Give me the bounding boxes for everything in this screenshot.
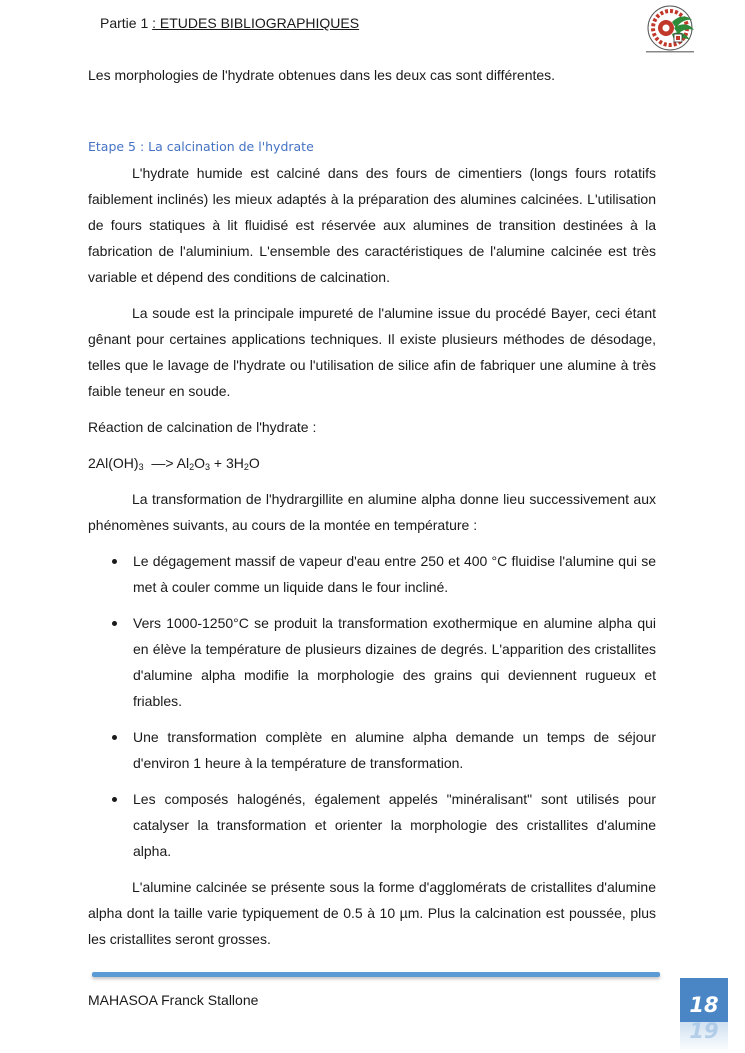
- formula-arrow-product: —> Al: [151, 455, 190, 471]
- footer-author: MAHASOA Franck Stallone: [88, 992, 259, 1008]
- formula-sub: 2: [243, 462, 249, 472]
- bullet-icon: [112, 559, 117, 564]
- part-title: : ETUDES BIBLIOGRAPHIQUES: [152, 15, 360, 31]
- bullet-icon: [112, 735, 117, 740]
- formula-sub: 3: [205, 462, 211, 472]
- list-item: [88, 610, 656, 714]
- paragraph-calcination: L'hydrate humide est calciné dans des fours de cimentiers (longs fours rotatifs faiblement inclinés) les mieux adaptés à la préparation des alumines calcinées. L'utilisation de fours statiques à lit fluidisé est réservée aux alumines de transition destinées à la fabrication de l'aluminium. L'ensemble des caractéristiques de l'alumine calcinée est très variable et dépend des conditions de calcination.: [88, 165, 656, 285]
- list-item-text: Une transformation complète en alumine alpha demande un temps de séjour d'environ 1 heure à la température de transformation.: [133, 729, 656, 771]
- paragraph-soude: La soude est la principale impureté de l'alumine issue du procédé Bayer, ceci étant gênant pour certaines applications techniques. Il existe plusieurs méthodes de désodage, telles que le lavage de l'hydrate ou l'utilisation de silice afin de fabriquer une alumine à très faible teneur en soude.: [88, 305, 656, 399]
- bullet-icon: [112, 797, 117, 802]
- page-number: 18: [689, 993, 719, 1017]
- page-number-reflection: [680, 1022, 728, 1053]
- page-body: [88, 62, 656, 952]
- formula-reactant: 2Al(OH): [88, 455, 139, 471]
- formula-water-end: O: [248, 455, 260, 471]
- formula-oxygen: O: [194, 455, 206, 471]
- part-label: Partie 1: [100, 15, 153, 31]
- list-item: [88, 724, 656, 776]
- list-item-text: Les composés halogénés, également appelés "minéralisant" sont utilisés pour catalyser la transformation et orienter la morphologie des cristallites d'alumine alpha.: [133, 791, 656, 859]
- reaction-label: Réaction de calcination de l'hydrate :: [88, 419, 317, 435]
- footer-divider: [92, 972, 660, 977]
- paragraph-transformation: La transformation de l'hydrargillite en alumine alpha donne lieu successivement aux phénomènes suivants, au cours de la montée en température :: [88, 491, 656, 533]
- running-header: [100, 14, 359, 32]
- section-heading: Etape 5 : La calcination de l'hydrate: [88, 139, 314, 154]
- bullet-icon: [112, 621, 117, 626]
- list-item: [88, 786, 656, 864]
- formula-sub: 3: [138, 462, 144, 472]
- paragraph-conclusion: L'alumine calcinée se présente sous la forme d'agglomérats de cristallites d'alumine alpha dont la taille varie typiquement de 0.5 à 10 µm. Plus la calcination est poussée, plus les cristallites seront grosses.: [88, 879, 656, 947]
- list-item-text: Le dégagement massif de vapeur d'eau entre 250 et 400 °C fluidise l'alumine qui se met à couler comme un liquide dans le four incliné.: [133, 553, 656, 595]
- formula-sub: 2: [189, 462, 195, 472]
- page-number-ghost: 19: [689, 1022, 719, 1043]
- list-item: [88, 548, 656, 600]
- institution-logo-icon: [636, 4, 704, 56]
- bullet-list: [88, 548, 656, 864]
- formula-water: + 3H: [210, 455, 244, 471]
- reaction-formula: [88, 450, 656, 476]
- list-item-text: Vers 1000-1250°C se produit la transformation exothermique en alumine alpha qui en élève la température de plusieurs dizaines de degrés. L'apparition des cristallites d'alumine alpha modifie la morphologie des grains qui deviennent rugueux et friables.: [133, 615, 656, 709]
- intro-paragraph: Les morphologies de l'hydrate obtenues dans les deux cas sont différentes.: [88, 67, 556, 83]
